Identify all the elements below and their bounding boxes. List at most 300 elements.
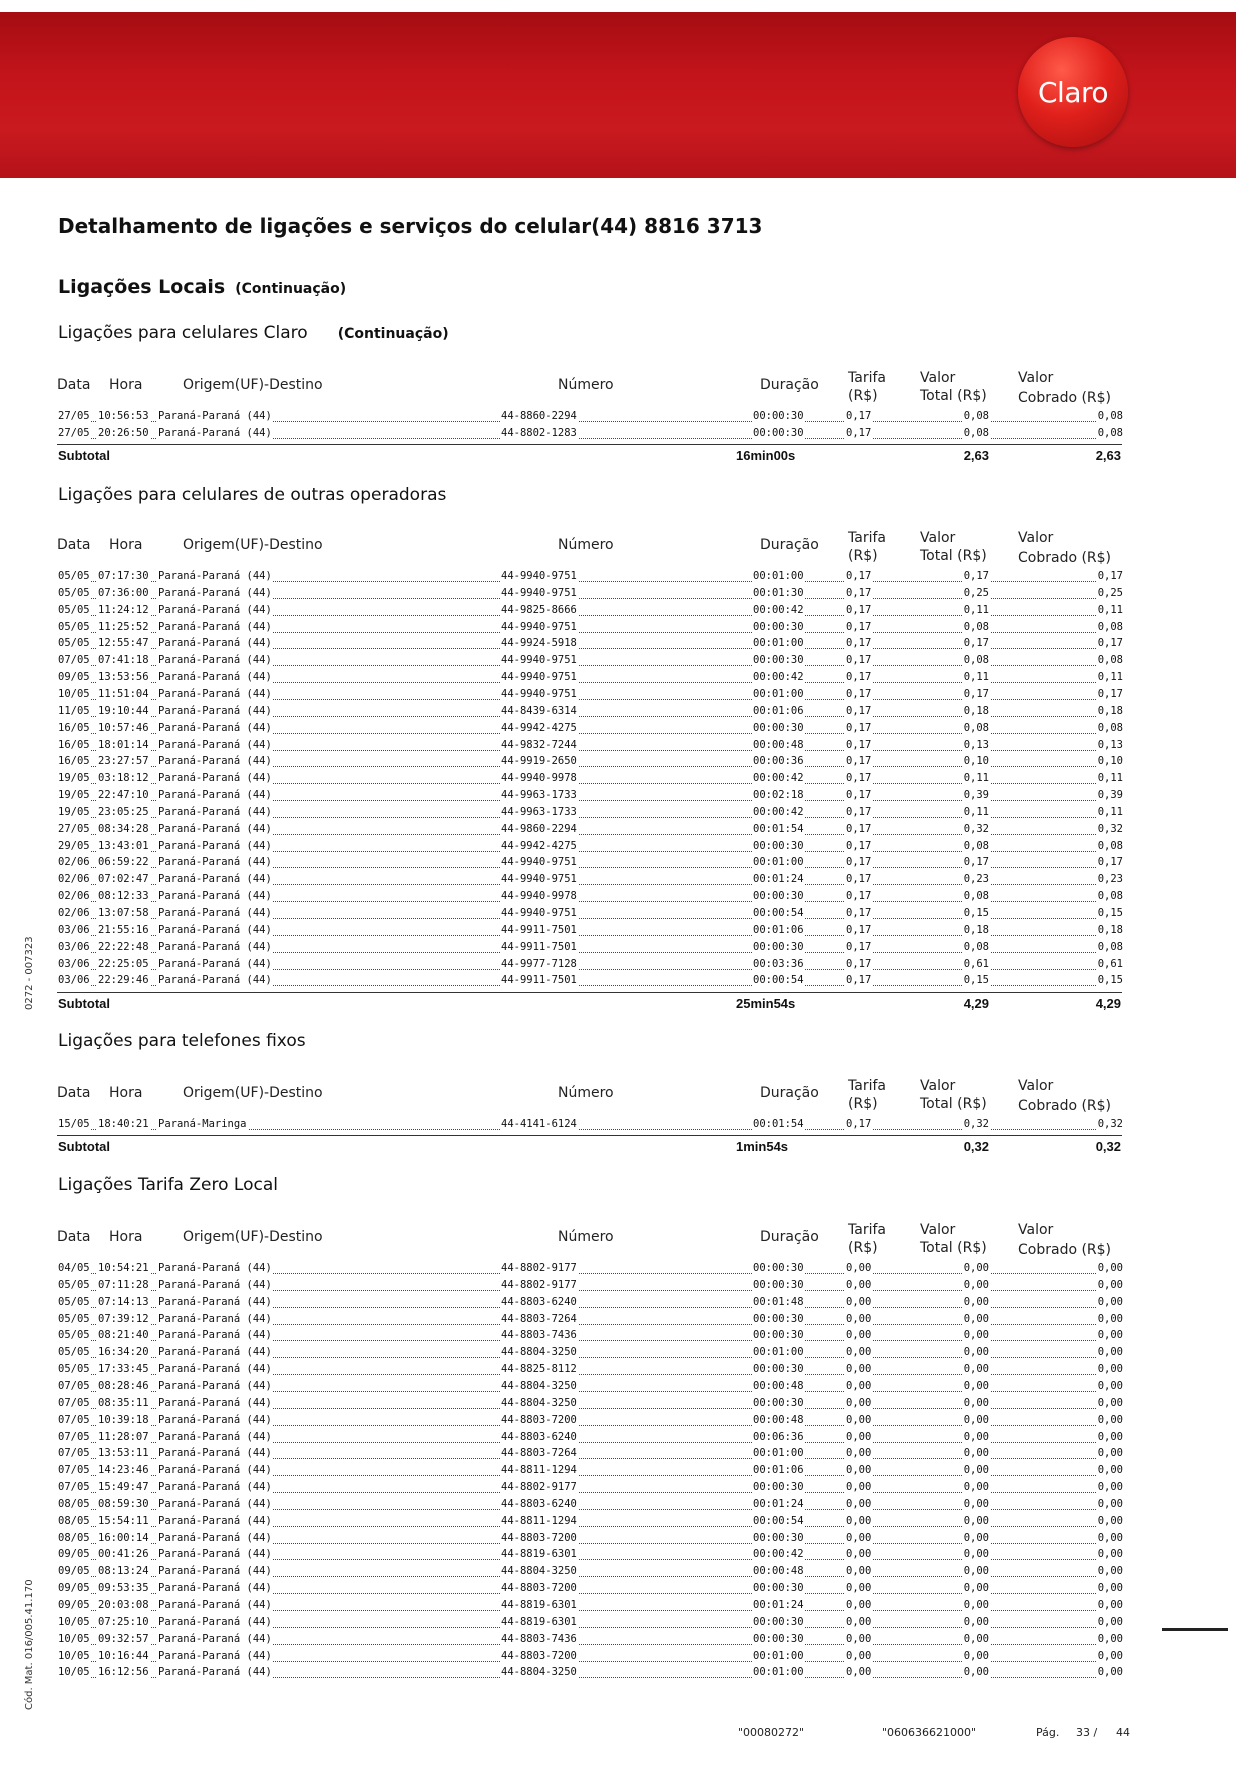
col-valor-total-unit: Total (R$) (920, 1096, 987, 1112)
cell-hora: 09:32:57 (98, 1632, 149, 1645)
cell-hora: 13:53:56 (98, 671, 149, 684)
cell-hora: 11:51:04 (98, 687, 149, 700)
cell-hora: 06:59:22 (98, 856, 149, 869)
cell-tarifa: 0,00 (846, 1531, 872, 1544)
table-row (0, 1565, 1236, 1581)
cell-cobrado: 0,39 (1097, 789, 1123, 802)
cell-numero: 44-9940-9751 (501, 687, 577, 700)
col-origem: Origem(UF)-Destino (183, 377, 323, 393)
cell-cobrado: 0,17 (1097, 687, 1123, 700)
cell-numero: 44-8819-6301 (501, 1599, 577, 1611)
cell-numero: 44-8803-6240 (501, 1497, 577, 1510)
cell-data: 19/05 (58, 789, 90, 802)
table-row (0, 1296, 1236, 1312)
cell-numero: 44-9911-7501 (501, 923, 577, 936)
cell-numero: 44-9940-9978 (501, 890, 577, 903)
cell-hora: 08:13:24 (98, 1565, 149, 1578)
cell-numero: 44-8803-6240 (501, 1295, 577, 1308)
col-valor-cobrado-unit: Cobrado (R$) (1018, 550, 1112, 566)
cell-hora: 11:28:07 (98, 1430, 149, 1443)
cell-cobrado: 0,00 (1097, 1396, 1123, 1409)
cell-numero: 44-9940-9751 (501, 654, 577, 667)
cell-tarifa: 0,17 (846, 603, 872, 616)
cell-hora: 19:10:44 (98, 704, 149, 717)
subtotal-label: Subtotal (58, 1139, 110, 1154)
cell-origem: Paraná-Paraná (44) (158, 620, 272, 633)
cell-origem: Paraná-Paraná (44) (158, 1514, 272, 1527)
table-row (0, 1363, 1236, 1379)
cell-duracao: 00:00:30 (753, 721, 804, 734)
cell-cobrado: 0,00 (1097, 1666, 1123, 1679)
table-row (0, 1313, 1236, 1329)
cell-cobrado: 0,00 (1097, 1481, 1123, 1494)
cell-hora: 20:03:08 (98, 1599, 149, 1611)
subtotal-duracao: 1min54s (736, 1139, 789, 1154)
section-title-text: Ligações Locais (58, 276, 226, 298)
cell-hora: 00:41:26 (98, 1548, 149, 1561)
cell-tarifa: 0,17 (846, 805, 872, 818)
col-data: Data (57, 537, 91, 553)
cell-total: 0,00 (963, 1649, 989, 1662)
cell-total: 0,00 (963, 1379, 989, 1392)
col-hora: Hora (109, 1085, 143, 1101)
cell-cobrado: 0,61 (1097, 957, 1123, 970)
cell-hora: 11:25:52 (98, 620, 149, 633)
cell-hora: 13:43:01 (98, 839, 149, 852)
cell-cobrado: 0,08 (1097, 426, 1123, 439)
cell-total: 0,08 (963, 890, 989, 903)
col-origem: Origem(UF)-Destino (183, 1229, 323, 1245)
cell-data: 16/05 (58, 721, 90, 734)
subtotal-row (57, 444, 1122, 465)
cell-hora: 22:29:46 (98, 974, 149, 987)
cell-tarifa: 0,17 (846, 654, 872, 667)
table-row (0, 587, 1236, 603)
cell-total: 0,08 (963, 426, 989, 439)
cell-cobrado: 0,10 (1097, 755, 1123, 768)
cell-cobrado: 0,08 (1097, 410, 1123, 422)
group-title (58, 323, 449, 343)
cell-cobrado: 0,00 (1097, 1514, 1123, 1527)
cell-numero: 44-8802-1283 (501, 426, 577, 439)
cell-tarifa: 0,00 (846, 1497, 872, 1510)
table-row (0, 1447, 1236, 1463)
cell-data: 03/06 (58, 940, 90, 953)
col-valor-total-unit: Total (R$) (920, 1240, 987, 1256)
cell-cobrado: 0,00 (1097, 1565, 1123, 1578)
table-row (0, 1414, 1236, 1430)
cell-total: 0,17 (963, 570, 989, 582)
cell-origem: Paraná-Paraná (44) (158, 1548, 272, 1561)
cell-duracao: 00:00:30 (753, 1312, 804, 1325)
cell-origem: Paraná-Paraná (44) (158, 1329, 272, 1342)
cell-data: 08/05 (58, 1531, 90, 1544)
table-row (0, 621, 1236, 637)
col-numero: Número (558, 537, 614, 553)
cell-duracao: 00:01:06 (753, 704, 804, 717)
group-title (58, 1031, 306, 1051)
cell-data: 07/05 (58, 1447, 90, 1460)
cell-hora: 10:16:44 (98, 1649, 149, 1662)
cell-duracao: 00:00:42 (753, 1548, 804, 1561)
col-hora: Hora (109, 537, 143, 553)
cell-numero: 44-9977-7128 (501, 957, 577, 970)
cell-cobrado: 0,00 (1097, 1548, 1123, 1561)
cell-duracao: 00:00:30 (753, 1582, 804, 1595)
cell-origem: Paraná-Paraná (44) (158, 1379, 272, 1392)
cell-tarifa: 0,00 (846, 1599, 872, 1611)
cell-data: 11/05 (58, 704, 90, 717)
cell-origem: Paraná-Paraná (44) (158, 890, 272, 903)
cell-duracao: 00:00:30 (753, 940, 804, 953)
cell-origem: Paraná-Paraná (44) (158, 1582, 272, 1595)
col-valor-cobrado: Valor (1018, 530, 1054, 546)
cell-total: 0,13 (963, 738, 989, 751)
cell-duracao: 00:00:30 (753, 839, 804, 852)
cell-data: 05/05 (58, 1346, 90, 1359)
cell-numero: 44-9911-7501 (501, 974, 577, 987)
cell-duracao: 00:00:42 (753, 772, 804, 785)
cell-numero: 44-4141-6124 (501, 1118, 577, 1130)
cell-origem: Paraná-Paraná (44) (158, 923, 272, 936)
col-numero: Número (558, 1085, 614, 1101)
cell-tarifa: 0,00 (846, 1278, 872, 1291)
cell-cobrado: 0,00 (1097, 1413, 1123, 1426)
cell-total: 0,00 (963, 1278, 989, 1291)
cell-duracao: 00:06:36 (753, 1430, 804, 1443)
table-row (0, 907, 1236, 923)
cell-cobrado: 0,00 (1097, 1295, 1123, 1308)
cell-duracao: 00:01:30 (753, 586, 804, 599)
cell-hora: 09:53:35 (98, 1582, 149, 1595)
cell-origem: Paraná-Paraná (44) (158, 738, 272, 751)
cell-hora: 07:36:00 (98, 586, 149, 599)
cell-tarifa: 0,17 (846, 974, 872, 987)
cell-hora: 12:55:47 (98, 637, 149, 650)
cell-duracao: 00:00:30 (753, 620, 804, 633)
cell-tarifa: 0,17 (846, 772, 872, 785)
col-origem: Origem(UF)-Destino (183, 1085, 323, 1101)
cell-duracao: 00:00:54 (753, 1514, 804, 1527)
cell-cobrado: 0,08 (1097, 890, 1123, 903)
cell-origem: Paraná-Paraná (44) (158, 772, 272, 785)
cell-hora: 23:05:25 (98, 805, 149, 818)
cell-numero: 44-8803-7264 (501, 1312, 577, 1325)
table-row (0, 958, 1236, 974)
cell-numero: 44-8802-9177 (501, 1278, 577, 1291)
cell-numero: 44-8804-3250 (501, 1666, 577, 1679)
col-valor-total-unit: Total (R$) (920, 388, 987, 404)
cell-cobrado: 0,00 (1097, 1649, 1123, 1662)
cell-numero: 44-9919-2650 (501, 755, 577, 768)
section-continuation: (Continuação) (235, 281, 347, 297)
cell-duracao: 00:00:30 (753, 1278, 804, 1291)
cell-origem: Paraná-Maringa (158, 1118, 247, 1130)
cell-duracao: 00:00:36 (753, 755, 804, 768)
cell-cobrado: 0,00 (1097, 1582, 1123, 1595)
cell-origem: Paraná-Paraná (44) (158, 755, 272, 768)
col-valor-total: Valor (920, 1222, 956, 1238)
cell-hora: 14:23:46 (98, 1464, 149, 1477)
cell-duracao: 00:01:00 (753, 1666, 804, 1679)
cell-data: 05/05 (58, 1278, 90, 1291)
table-row (0, 1616, 1236, 1632)
subtotal-duracao: 25min54s (736, 996, 796, 1011)
cell-cobrado: 0,17 (1097, 637, 1123, 650)
cell-hora: 08:35:11 (98, 1396, 149, 1409)
cell-total: 0,00 (963, 1582, 989, 1595)
cell-tarifa: 0,00 (846, 1329, 872, 1342)
cell-cobrado: 0,11 (1097, 603, 1123, 616)
cell-origem: Paraná-Paraná (44) (158, 1295, 272, 1308)
cell-cobrado: 0,08 (1097, 940, 1123, 953)
cell-data: 03/06 (58, 974, 90, 987)
table-row (0, 1431, 1236, 1447)
cell-data: 07/05 (58, 1430, 90, 1443)
table-row (0, 789, 1236, 805)
cell-hora: 08:59:30 (98, 1497, 149, 1510)
table-row (0, 856, 1236, 872)
cell-tarifa: 0,17 (846, 907, 872, 919)
cell-cobrado: 0,23 (1097, 873, 1123, 886)
cell-total: 0,15 (963, 907, 989, 919)
cell-data: 07/05 (58, 1396, 90, 1409)
cell-data: 08/05 (58, 1514, 90, 1527)
col-tarifa: Tarifa (848, 1078, 886, 1094)
cell-cobrado: 0,00 (1097, 1531, 1123, 1544)
cell-tarifa: 0,17 (846, 957, 872, 970)
cell-hora: 10:39:18 (98, 1413, 149, 1426)
cell-origem: Paraná-Paraná (44) (158, 1464, 272, 1477)
cell-origem: Paraná-Paraná (44) (158, 603, 272, 616)
cell-total: 0,00 (963, 1396, 989, 1409)
cell-numero: 44-9911-7501 (501, 940, 577, 953)
table-row (0, 427, 1236, 443)
subtotal-label: Subtotal (58, 996, 110, 1011)
col-valor-cobrado-unit: Cobrado (R$) (1018, 1242, 1112, 1258)
cell-numero: 44-9924-5918 (501, 637, 577, 650)
cell-duracao: 00:01:00 (753, 856, 804, 869)
col-numero: Número (558, 377, 614, 393)
cell-cobrado: 0,00 (1097, 1497, 1123, 1510)
cell-origem: Paraná-Paraná (44) (158, 789, 272, 802)
cell-numero: 44-9940-9978 (501, 772, 577, 785)
col-valor-total: Valor (920, 1078, 956, 1094)
cell-data: 07/05 (58, 1464, 90, 1477)
cell-numero: 44-8819-6301 (501, 1548, 577, 1561)
cell-data: 09/05 (58, 1548, 90, 1561)
cell-total: 0,32 (963, 1118, 989, 1130)
cell-hora: 07:17:30 (98, 570, 149, 582)
cell-hora: 07:25:10 (98, 1615, 149, 1628)
cell-tarifa: 0,00 (846, 1262, 872, 1274)
cell-origem: Paraná-Paraná (44) (158, 907, 272, 919)
cell-numero: 44-9942-4275 (501, 839, 577, 852)
table-row (0, 755, 1236, 771)
cell-total: 0,32 (963, 822, 989, 835)
cell-hora: 22:25:05 (98, 957, 149, 970)
cell-data: 15/05 (58, 1118, 90, 1130)
col-valor-total: Valor (920, 530, 956, 546)
table-row (0, 1599, 1236, 1615)
cell-data: 27/05 (58, 822, 90, 835)
cell-hora: 08:28:46 (98, 1379, 149, 1392)
cell-total: 0,11 (963, 671, 989, 684)
cell-data: 05/05 (58, 586, 90, 599)
col-valor-cobrado: Valor (1018, 370, 1054, 386)
cell-tarifa: 0,17 (846, 738, 872, 751)
cell-tarifa: 0,00 (846, 1396, 872, 1409)
cell-cobrado: 0,08 (1097, 654, 1123, 667)
side-mark-bottom: Cód. Mat. 016/005.41.170 (24, 1579, 35, 1710)
cell-data: 05/05 (58, 1295, 90, 1308)
cell-duracao: 00:01:00 (753, 1346, 804, 1359)
group-continuation: (Continuação) (337, 326, 449, 342)
cell-total: 0,00 (963, 1447, 989, 1460)
cell-total: 0,08 (963, 654, 989, 667)
cell-numero: 44-8803-7200 (501, 1413, 577, 1426)
table-row (0, 671, 1236, 687)
cell-duracao: 00:00:48 (753, 738, 804, 751)
cell-hora: 20:26:50 (98, 426, 149, 439)
table-row (0, 1397, 1236, 1413)
cell-cobrado: 0,00 (1097, 1329, 1123, 1342)
col-duracao: Duração (760, 377, 819, 393)
cell-total: 0,00 (963, 1531, 989, 1544)
cell-hora: 10:56:53 (98, 410, 149, 422)
cell-origem: Paraná-Paraná (44) (158, 721, 272, 734)
col-data: Data (57, 1229, 91, 1245)
cell-origem: Paraná-Paraná (44) (158, 1278, 272, 1291)
col-valor-total-unit: Total (R$) (920, 548, 987, 564)
cell-numero: 44-8803-7200 (501, 1582, 577, 1595)
col-numero: Número (558, 1229, 614, 1245)
table-row (0, 1650, 1236, 1666)
cell-total: 0,00 (963, 1548, 989, 1561)
cell-hora: 08:21:40 (98, 1329, 149, 1342)
table-row (0, 890, 1236, 906)
cell-numero: 44-9832-7244 (501, 738, 577, 751)
col-valor-cobrado: Valor (1018, 1078, 1054, 1094)
cell-hora: 10:54:21 (98, 1262, 149, 1274)
subtotal-cobrado: 4,29 (1095, 996, 1121, 1011)
cell-cobrado: 0,00 (1097, 1464, 1123, 1477)
cell-cobrado: 0,15 (1097, 907, 1123, 919)
cell-cobrado: 0,00 (1097, 1430, 1123, 1443)
table-row (0, 1633, 1236, 1649)
table-row (0, 722, 1236, 738)
subtotal-total: 0,32 (963, 1139, 989, 1154)
cell-cobrado: 0,00 (1097, 1615, 1123, 1628)
cell-numero: 44-8802-9177 (501, 1481, 577, 1494)
side-mark-top: 0272 - 007323 (24, 936, 35, 1010)
subtotal-row (57, 1135, 1122, 1156)
claro-logo (1018, 37, 1128, 147)
cell-total: 0,00 (963, 1666, 989, 1679)
col-tarifa: Tarifa (848, 1222, 886, 1238)
cell-hora: 03:18:12 (98, 772, 149, 785)
cell-total: 0,25 (963, 586, 989, 599)
cell-numero: 44-8804-3250 (501, 1346, 577, 1359)
cell-total: 0,00 (963, 1599, 989, 1611)
cell-cobrado: 0,32 (1097, 822, 1123, 835)
group-title-text: Ligações para celulares Claro (58, 323, 308, 343)
page-label: Pág. (1036, 1726, 1060, 1739)
cell-origem: Paraná-Paraná (44) (158, 1599, 272, 1611)
cell-numero: 44-9940-9751 (501, 586, 577, 599)
cell-cobrado: 0,11 (1097, 805, 1123, 818)
cell-numero: 44-9940-9751 (501, 856, 577, 869)
cell-duracao: 00:00:30 (753, 654, 804, 667)
cell-hora: 15:49:47 (98, 1481, 149, 1494)
col-valor-cobrado: Valor (1018, 1222, 1054, 1238)
cell-duracao: 00:00:30 (753, 1615, 804, 1628)
page-title: Detalhamento de ligações e serviços do celular(44) 8816 3713 (58, 214, 763, 238)
cell-data: 04/05 (58, 1262, 90, 1274)
table-row (0, 739, 1236, 755)
cell-origem: Paraná-Paraná (44) (158, 856, 272, 869)
edge-marker (1162, 1628, 1228, 1631)
cell-duracao: 00:00:30 (753, 1531, 804, 1544)
cell-tarifa: 0,17 (846, 839, 872, 852)
cell-origem: Paraná-Paraná (44) (158, 654, 272, 667)
cell-total: 0,00 (963, 1312, 989, 1325)
cell-numero: 44-8803-7264 (501, 1447, 577, 1460)
cell-cobrado: 0,32 (1097, 1118, 1123, 1130)
cell-total: 0,08 (963, 940, 989, 953)
cell-total: 0,08 (963, 721, 989, 734)
cell-data: 02/06 (58, 890, 90, 903)
cell-data: 10/05 (58, 687, 90, 700)
cell-hora: 16:00:14 (98, 1531, 149, 1544)
cell-duracao: 00:00:30 (753, 410, 804, 422)
cell-tarifa: 0,00 (846, 1430, 872, 1443)
cell-tarifa: 0,17 (846, 410, 872, 422)
cell-total: 0,17 (963, 687, 989, 700)
subtotal-total: 2,63 (963, 448, 989, 463)
cell-hora: 07:02:47 (98, 873, 149, 886)
cell-cobrado: 0,18 (1097, 923, 1123, 936)
table-row (0, 1380, 1236, 1396)
col-origem: Origem(UF)-Destino (183, 537, 323, 553)
cell-tarifa: 0,00 (846, 1312, 872, 1325)
cell-cobrado: 0,18 (1097, 704, 1123, 717)
cell-origem: Paraná-Paraná (44) (158, 957, 272, 970)
cell-data: 09/05 (58, 671, 90, 684)
cell-tarifa: 0,00 (846, 1295, 872, 1308)
cell-origem: Paraná-Paraná (44) (158, 671, 272, 684)
cell-data: 10/05 (58, 1615, 90, 1628)
cell-origem: Paraná-Paraná (44) (158, 570, 272, 582)
group-title-text: Ligações para telefones fixos (58, 1031, 306, 1051)
cell-tarifa: 0,17 (846, 721, 872, 734)
table-row (0, 1548, 1236, 1564)
cell-tarifa: 0,00 (846, 1464, 872, 1477)
cell-total: 0,00 (963, 1430, 989, 1443)
cell-origem: Paraná-Paraná (44) (158, 805, 272, 818)
cell-duracao: 00:00:48 (753, 1565, 804, 1578)
cell-data: 03/06 (58, 957, 90, 970)
cell-tarifa: 0,00 (846, 1346, 872, 1359)
col-tarifa: Tarifa (848, 530, 886, 546)
table-row (0, 1329, 1236, 1345)
col-duracao: Duração (760, 1229, 819, 1245)
cell-duracao: 00:02:18 (753, 789, 804, 802)
cell-tarifa: 0,17 (846, 637, 872, 650)
cell-hora: 15:54:11 (98, 1514, 149, 1527)
cell-hora: 16:12:56 (98, 1666, 149, 1679)
cell-origem: Paraná-Paraná (44) (158, 1430, 272, 1443)
